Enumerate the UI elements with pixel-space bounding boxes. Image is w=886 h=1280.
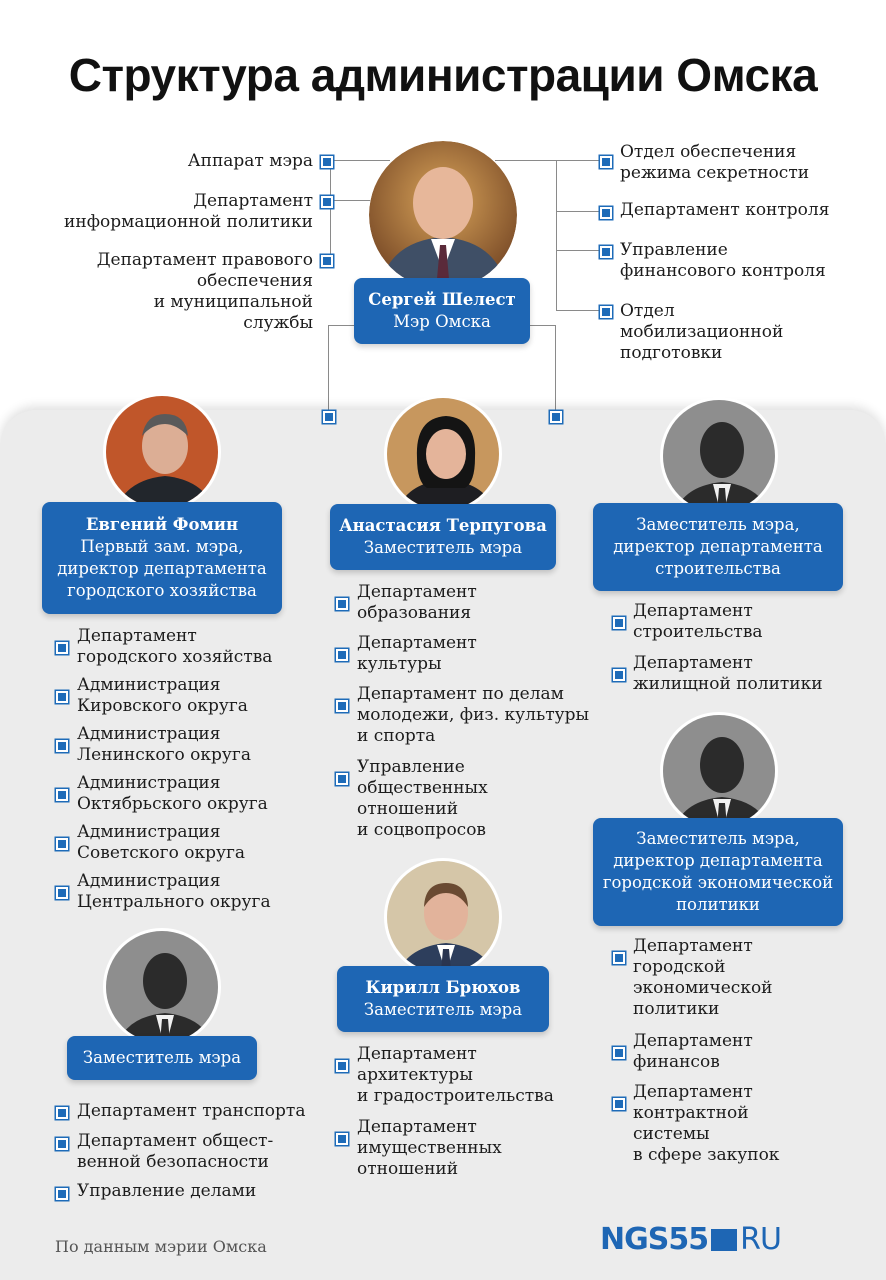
connector-line bbox=[328, 325, 329, 415]
bullet-icon bbox=[336, 1133, 348, 1145]
bryukhov-name: Кирилл Брюхов bbox=[365, 978, 521, 997]
mayor-left-item: Аппарат мэра bbox=[187, 151, 313, 171]
bullet-icon bbox=[336, 773, 348, 785]
connector-line bbox=[330, 200, 370, 201]
bullet-icon bbox=[56, 691, 68, 703]
bullet-icon bbox=[336, 1060, 348, 1072]
construction-item: Департамент жилищной политики bbox=[633, 653, 823, 694]
mayor-right-item: Департамент контроля bbox=[620, 200, 830, 220]
deputy-photo bbox=[103, 928, 221, 1046]
bullet-icon bbox=[56, 1138, 68, 1150]
bryukhov-box bbox=[337, 966, 549, 1032]
fomin-box bbox=[42, 502, 282, 614]
connector-line bbox=[495, 160, 557, 161]
source-note: По данным мэрии Омска bbox=[55, 1237, 267, 1256]
bullet-icon bbox=[613, 669, 625, 681]
terpugova-item: Департамент по делам молодежи, физ. культуры и спорта bbox=[357, 684, 590, 746]
deputy-item: Департамент транспорта bbox=[77, 1101, 306, 1121]
logo-square-icon bbox=[711, 1229, 737, 1251]
economic-deputy-box bbox=[593, 818, 843, 926]
connector-line bbox=[556, 310, 604, 311]
connector-line bbox=[556, 160, 557, 310]
bullet-icon bbox=[56, 1188, 68, 1200]
fomin-item: Администрация Кировского округа bbox=[77, 675, 248, 716]
bullet-icon bbox=[336, 700, 348, 712]
terpugova-item: Департамент образования bbox=[357, 582, 477, 623]
mayor-name: Сергей Шелест bbox=[368, 290, 516, 309]
bullet-icon bbox=[321, 156, 333, 168]
bullet-icon bbox=[323, 411, 335, 423]
fomin-role: Первый зам. мэра, директор департамента городского хозяйства bbox=[57, 537, 267, 600]
terpugova-name: Анастасия Терпугова bbox=[339, 516, 547, 535]
ngs-logo bbox=[600, 1222, 781, 1257]
bullet-icon bbox=[600, 306, 612, 318]
bullet-icon bbox=[56, 1107, 68, 1119]
bullet-icon bbox=[550, 411, 562, 423]
terpugova-box bbox=[330, 504, 556, 570]
bullet-icon bbox=[56, 740, 68, 752]
bullet-icon bbox=[56, 642, 68, 654]
fomin-item: Администрация Центрального округа bbox=[77, 871, 271, 912]
mayor-right-item: Управление финансового контроля bbox=[620, 240, 826, 281]
construction-item: Департамент строительства bbox=[633, 601, 763, 642]
connector-line bbox=[555, 325, 556, 415]
terpugova-role: Заместитель мэра bbox=[363, 538, 523, 557]
mayor-right-item: Отдел мобилизационной подготовки bbox=[620, 301, 784, 363]
bullet-icon bbox=[336, 598, 348, 610]
bullet-icon bbox=[613, 1098, 625, 1110]
connector-line bbox=[330, 160, 390, 161]
logo-text-left: NGS55 bbox=[600, 1222, 709, 1257]
bullet-icon bbox=[336, 649, 348, 661]
bullet-icon bbox=[600, 156, 612, 168]
terpugova-item: Управление общественных отношений и соцвопросов bbox=[357, 757, 488, 840]
deputy-box bbox=[67, 1036, 257, 1080]
construction-deputy-photo bbox=[660, 397, 778, 515]
logo-text-right: RU bbox=[740, 1222, 781, 1257]
mayor-right-item: Отдел обеспечения режима секретности bbox=[620, 142, 810, 183]
economic-deputy-photo bbox=[660, 712, 778, 830]
bryukhov-item: Департамент имущественных отношений bbox=[357, 1117, 502, 1179]
economic-item: Департамент городской экономической политики bbox=[633, 936, 773, 1019]
bryukhov-role: Заместитель мэра bbox=[363, 1000, 523, 1019]
mayor-photo bbox=[369, 141, 517, 289]
economic-item: Департамент финансов bbox=[633, 1031, 753, 1072]
bullet-icon bbox=[613, 1047, 625, 1059]
mayor-role: Мэр Омска bbox=[393, 312, 491, 331]
mayor-box bbox=[354, 278, 530, 344]
page-title: Структура администрации Омска bbox=[68, 49, 818, 101]
fomin-item: Департамент городского хозяйства bbox=[77, 626, 273, 667]
construction-deputy-box bbox=[593, 503, 843, 591]
connector-line bbox=[530, 325, 556, 326]
fomin-item: Администрация Ленинского округа bbox=[77, 724, 251, 765]
mayor-left-item: Департамент информационной политики bbox=[64, 191, 313, 232]
bryukhov-photo bbox=[384, 858, 502, 976]
bullet-icon bbox=[613, 617, 625, 629]
deputy-item: Департамент общест- венной безопасности bbox=[77, 1131, 274, 1172]
fomin-photo bbox=[103, 393, 221, 511]
connector-line bbox=[556, 250, 604, 251]
bullet-icon bbox=[56, 789, 68, 801]
bullet-icon bbox=[600, 246, 612, 258]
deputy-item: Управление делами bbox=[77, 1181, 257, 1201]
bullet-icon bbox=[56, 838, 68, 850]
construction-deputy-role: Заместитель мэра, директор департамента строительства bbox=[613, 515, 823, 578]
fomin-item: Администрация Советского округа bbox=[77, 822, 245, 863]
fomin-item: Администрация Октябрьского округа bbox=[77, 773, 268, 814]
fomin-name: Евгений Фомин bbox=[85, 515, 239, 534]
connector-line bbox=[330, 160, 331, 257]
bullet-icon bbox=[600, 207, 612, 219]
terpugova-photo bbox=[384, 395, 502, 513]
connector-line bbox=[328, 325, 355, 326]
terpugova-item: Департамент культуры bbox=[357, 633, 477, 674]
economic-item: Департамент контрактной системы в сфере закупок bbox=[633, 1082, 780, 1165]
deputy-role: Заместитель мэра bbox=[82, 1048, 242, 1067]
economic-deputy-role: Заместитель мэра, директор департамента городской экономической политики bbox=[602, 829, 834, 914]
bullet-icon bbox=[613, 952, 625, 964]
connector-line bbox=[556, 211, 604, 212]
bryukhov-item: Департамент архитектуры и градостроительства bbox=[357, 1044, 554, 1106]
bullet-icon bbox=[56, 887, 68, 899]
bullet-icon bbox=[321, 255, 333, 267]
connector-line bbox=[556, 160, 604, 161]
mayor-left-item: Департамент правового обеспечения и муниципальной службы bbox=[96, 250, 313, 333]
bullet-icon bbox=[321, 196, 333, 208]
